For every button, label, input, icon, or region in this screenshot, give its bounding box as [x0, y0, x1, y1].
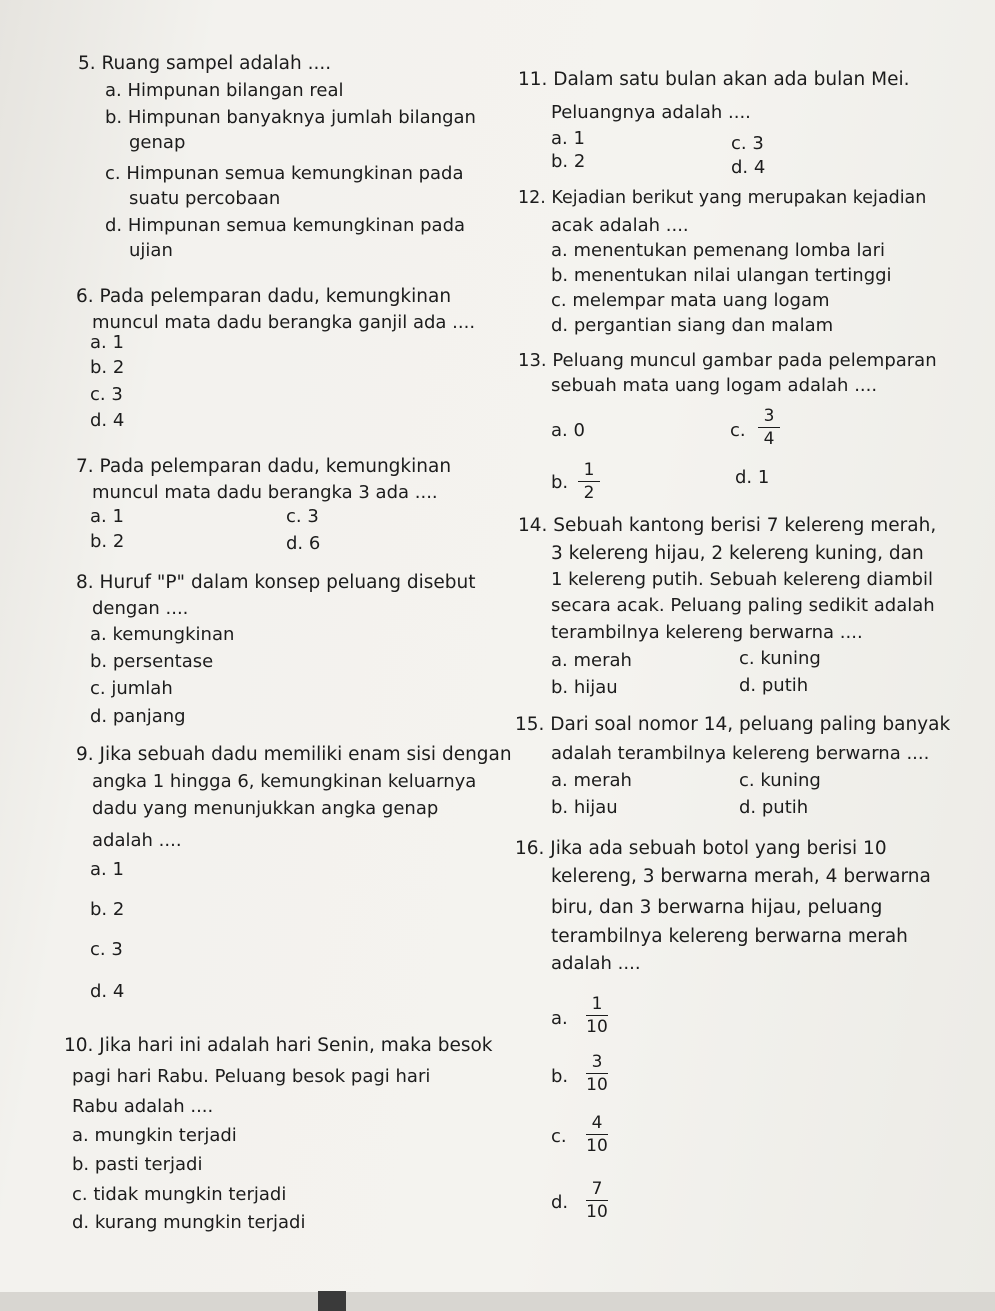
q16-a-numerator: 1: [591, 994, 603, 1014]
q5-option-d-line1: d. Himpunan semua kemungkinan pada: [105, 215, 466, 236]
q6-stem-line1: 6. Pada pelemparan dadu, kemungkinan: [76, 286, 452, 307]
q10-stem-line2: pagi hari Rabu. Peluang besok pagi hari: [72, 1066, 431, 1087]
q15-option-a: a. merah: [551, 770, 632, 791]
q16-a-denominator: 10: [586, 1017, 608, 1037]
q6-option-a: a. 1: [90, 332, 124, 353]
q9-option-c: c. 3: [90, 939, 123, 960]
q5-option-c-line1: c. Himpunan semua kemungkinan pada: [105, 163, 464, 184]
q8-option-d: d. panjang: [90, 706, 186, 727]
q9-option-b: b. 2: [90, 899, 125, 920]
q7-stem-line2: muncul mata dadu berangka 3 ada ....: [92, 482, 438, 503]
q16-stem-line1: 16. Jika ada sebuah botol yang berisi 10: [515, 838, 887, 859]
q12-option-c: c. melempar mata uang logam: [551, 290, 830, 311]
q11-option-c: c. 3: [731, 133, 764, 154]
fraction-bar: [578, 481, 600, 482]
q12-stem-line2: acak adalah ....: [551, 215, 689, 236]
q15-option-b: b. hijau: [551, 797, 618, 818]
q12-option-d: d. pergantian siang dan malam: [551, 315, 834, 336]
q16-b-numerator: 3: [591, 1052, 603, 1072]
q16-option-a-fraction: [586, 994, 608, 1037]
q10-option-a: a. mungkin terjadi: [72, 1125, 237, 1146]
q8-option-c: c. jumlah: [90, 678, 173, 699]
q13-option-d: d. 1: [735, 467, 770, 488]
q9-stem-line1: 9. Jika sebuah dadu memiliki enam sisi dengan: [76, 744, 512, 765]
q16-c-denominator: 10: [586, 1136, 608, 1156]
q5-option-a: a. Himpunan bilangan real: [105, 80, 344, 101]
q14-stem-line4: secara acak. Peluang paling sedikit adalah: [551, 595, 935, 616]
q9-option-a: a. 1: [90, 859, 124, 880]
q16-d-numerator: 7: [591, 1179, 603, 1199]
q13-option-a: a. 0: [551, 420, 585, 441]
q15-stem-line1: 15. Dari soal nomor 14, peluang paling banyak: [515, 714, 951, 735]
q7-option-b: b. 2: [90, 531, 125, 552]
q14-stem-line1: 14. Sebuah kantong berisi 7 kelereng merah,: [518, 515, 937, 536]
q5-option-b-line1: b. Himpunan banyaknya jumlah bilangan: [105, 107, 476, 128]
q14-option-c: c. kuning: [739, 648, 821, 669]
q14-stem-line5: terambilnya kelereng berwarna ....: [551, 622, 863, 643]
q13-option-c-fraction: [758, 406, 780, 449]
q11-stem-line2: Peluangnya adalah ....: [551, 102, 751, 123]
q8-stem-line1: 8. Huruf "P" dalam konsep peluang disebut: [76, 572, 476, 593]
q11-stem-line1: 11. Dalam satu bulan akan ada bulan Mei.: [518, 69, 910, 90]
q16-option-c-fraction: [586, 1113, 608, 1156]
q9-stem-line3: dadu yang menunjukkan angka genap: [92, 798, 439, 819]
q11-option-a: a. 1: [551, 128, 585, 149]
q8-stem-line2: dengan ....: [92, 598, 189, 619]
q13-b-numerator: 1: [583, 460, 595, 480]
fraction-bar: [586, 1200, 608, 1201]
q14-option-d: d. putih: [739, 675, 809, 696]
fraction-bar: [758, 427, 780, 428]
q13-b-denominator: 2: [583, 483, 595, 503]
q16-stem-line2: kelereng, 3 berwarna merah, 4 berwarna: [551, 866, 931, 887]
q6-stem-line2: muncul mata dadu berangka ganjil ada ....: [92, 312, 476, 333]
q14-stem-line2: 3 kelereng hijau, 2 kelereng kuning, dan: [551, 543, 924, 564]
q16-d-denominator: 10: [586, 1202, 608, 1222]
q7-option-d: d. 6: [286, 533, 321, 554]
q15-option-c: c. kuning: [739, 770, 821, 791]
binding-mark: [318, 1291, 346, 1311]
q13-c-denominator: 4: [763, 429, 775, 449]
q12-option-b: b. menentukan nilai ulangan tertinggi: [551, 265, 892, 286]
q9-option-d: d. 4: [90, 981, 125, 1002]
q10-option-b: b. pasti terjadi: [72, 1154, 203, 1175]
fraction-bar: [586, 1073, 608, 1074]
fraction-bar: [586, 1015, 608, 1016]
q16-stem-line5: adalah ....: [551, 953, 641, 974]
q6-option-d: d. 4: [90, 410, 125, 431]
q16-option-d-label: d.: [551, 1192, 569, 1213]
q5-stem: 5. Ruang sampel adalah ....: [78, 53, 332, 74]
q13-stem-line1: 13. Peluang muncul gambar pada pelemparan: [518, 350, 937, 371]
q13-option-b-fraction: [578, 460, 600, 503]
bottom-edge-strip: [0, 1292, 995, 1311]
q16-c-numerator: 4: [591, 1113, 603, 1133]
q5-option-b-line2: genap: [129, 132, 186, 153]
q16-option-b-label: b.: [551, 1066, 569, 1087]
q7-stem-line1: 7. Pada pelemparan dadu, kemungkinan: [76, 456, 452, 477]
q9-stem-line4: adalah ....: [92, 830, 182, 851]
q16-stem-line3: biru, dan 3 berwarna hijau, peluang: [551, 897, 883, 918]
q14-stem-line3: 1 kelereng putih. Sebuah kelereng diambil: [551, 569, 933, 590]
q15-option-d: d. putih: [739, 797, 809, 818]
q5-option-d-line2: ujian: [129, 240, 173, 261]
q11-option-b: b. 2: [551, 151, 586, 172]
q10-stem-line3: Rabu adalah ....: [72, 1096, 214, 1117]
q7-option-c: c. 3: [286, 506, 319, 527]
q12-option-a: a. menentukan pemenang lomba lari: [551, 240, 885, 261]
q9-stem-line2: angka 1 hingga 6, kemungkinan keluarnya: [92, 771, 477, 792]
q10-option-d: d. kurang mungkin terjadi: [72, 1212, 306, 1233]
q11-option-d: d. 4: [731, 157, 766, 178]
q6-option-c: c. 3: [90, 384, 123, 405]
q10-option-c: c. tidak mungkin terjadi: [72, 1184, 287, 1205]
q16-stem-line4: terambilnya kelereng berwarna merah: [551, 926, 908, 947]
q12-stem-line1: 12. Kejadian berikut yang merupakan kejadian: [518, 188, 927, 208]
q15-stem-line2: adalah terambilnya kelereng berwarna ....: [551, 743, 930, 764]
q14-option-a: a. merah: [551, 650, 632, 671]
q13-stem-line2: sebuah mata uang logam adalah ....: [551, 375, 878, 396]
q16-option-c-label: c.: [551, 1126, 567, 1147]
q5-option-c-line2: suatu percobaan: [129, 188, 281, 209]
q6-option-b: b. 2: [90, 357, 125, 378]
q16-option-b-fraction: [586, 1052, 608, 1095]
q16-b-denominator: 10: [586, 1075, 608, 1095]
q13-option-c-label: c.: [730, 420, 746, 441]
q7-option-a: a. 1: [90, 506, 124, 527]
q16-option-d-fraction: [586, 1179, 608, 1222]
q14-option-b: b. hijau: [551, 677, 618, 698]
q16-option-a-label: a.: [551, 1008, 568, 1029]
fraction-bar: [586, 1134, 608, 1135]
q10-stem-line1: 10. Jika hari ini adalah hari Senin, maka besok: [64, 1035, 493, 1056]
q8-option-b: b. persentase: [90, 651, 214, 672]
q13-option-b-label: b.: [551, 472, 569, 493]
q8-option-a: a. kemungkinan: [90, 624, 235, 645]
q13-c-numerator: 3: [763, 406, 775, 426]
